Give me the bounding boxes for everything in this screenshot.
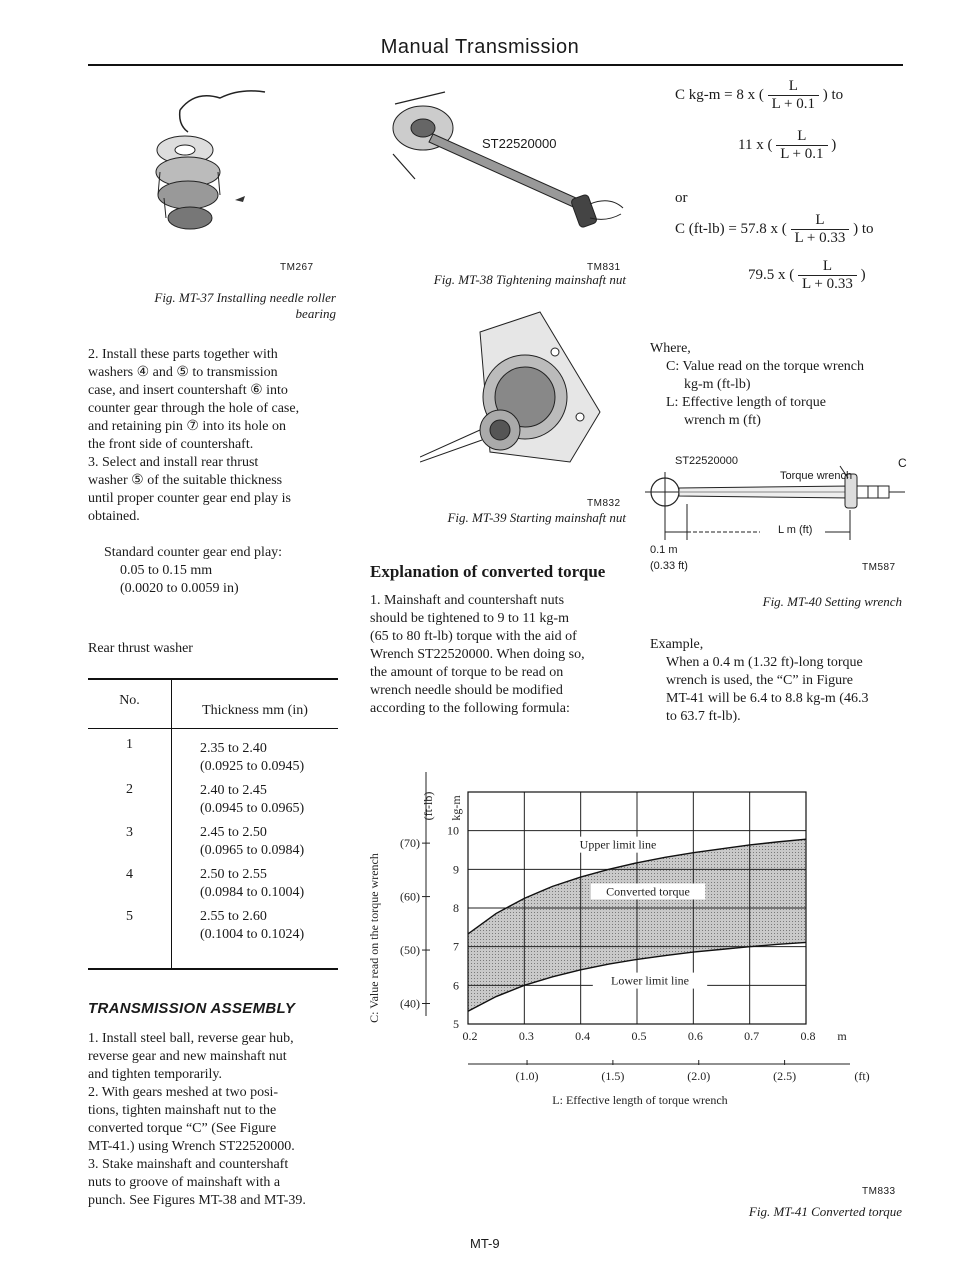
- x-tick-label-m: 0.8: [800, 1029, 816, 1043]
- y-tick-label-ftlb: (40): [400, 996, 420, 1011]
- y-tick-label-ftlb: (60): [400, 889, 420, 904]
- x-tick-label-ft: (1.5): [601, 1069, 625, 1083]
- y-tick-label-kgm: 7: [453, 939, 459, 954]
- example-paragraph: Example, When a 0.4 m (1.32 ft)-long torque wrench is used, the “C” in Figure MT-41 will be 6.4 to 8.8 kg-m (46.3 to 63.7 ft-lb).: [650, 637, 869, 724]
- x-tick-label-m: 0.2: [462, 1029, 478, 1043]
- x-unit-m: m: [837, 1029, 847, 1043]
- table-row-thickness: 2.55 to 2.60 (0.1004 to 0.1024): [200, 909, 305, 942]
- table-row-no: 4: [126, 867, 133, 882]
- x-tick-label-m: 0.5: [631, 1029, 647, 1043]
- formula-ftlb: C (ft-lb) = 57.8 x ( $\frac{L}{L + 0.33}$ ) to: [675, 212, 874, 246]
- formula-ftlb-upper: 79.5 x ( $\frac{L}{L + 0.33}$ ): [748, 258, 866, 292]
- y-axis-label: C: Value read on the torque wrench: [367, 853, 381, 1023]
- fig-mt40-caption: Fig. MT-40 Setting wrench: [762, 594, 902, 609]
- fig-mt40-c-label: C: [898, 456, 907, 470]
- fig-mt40-dim-ft: (0.33 ft): [650, 560, 688, 572]
- formula-kgm: C kg-m = 8 x ( $\frac{L}{L + 0.1}$ ) to: [675, 78, 844, 112]
- fraction: $\frac{L}{L + 0.33}$: [791, 212, 850, 247]
- formula-or: or: [675, 190, 688, 206]
- table-row-thickness: 2.50 to 2.55 (0.0984 to 0.1004): [200, 867, 305, 900]
- y-tick-label-ftlb: (50): [400, 943, 420, 958]
- x-axis-label: L: Effective length of torque wrench: [552, 1093, 728, 1107]
- x-tick-label-m: 0.3: [518, 1029, 534, 1043]
- x-tick-label-m: 0.7: [744, 1029, 760, 1043]
- converted-torque-annotation: Converted torque: [606, 884, 690, 899]
- y-tick-label-ftlb: (70): [400, 836, 420, 851]
- x-tick-label-m: 0.6: [687, 1029, 703, 1043]
- x-unit-ft: (ft): [854, 1069, 870, 1083]
- fig-mt40-code: TM587: [862, 562, 896, 573]
- col-header-no: No.: [119, 693, 140, 708]
- fraction: $\frac{L}{L + 0.33}$: [798, 258, 857, 293]
- page-number: MT-9: [470, 1236, 500, 1251]
- y-tick-label-kgm: 9: [453, 862, 459, 877]
- fig-mt40-dim-m: 0.1 m: [650, 544, 678, 556]
- explanation-paragraph: 1. Mainshaft and countershaft nuts should be tightened to 9 to 11 kg-m (65 to 80 ft-lb) torque with the aid of Wrench ST22520000. When doing so, the amount of torque to be read on wrench needle should be modified according to the following formula:: [370, 593, 585, 716]
- assembly-heading: TRANSMISSION ASSEMBLY: [88, 1000, 296, 1017]
- step-3-paragraph: 3. Select and install rear thrust washer ⑤ of the suitable thickness until proper counter gear end play is obtained.: [88, 455, 291, 524]
- where-definitions: Where, C: Value read on the torque wrench kg-m (ft-lb) L: Effective length of torque wrench m (ft): [650, 341, 865, 428]
- fig-mt41-code: TM833: [862, 1186, 896, 1197]
- step-2-paragraph: 2. Install these parts together with washers ④ and ⑤ to transmission case, and insert countershaft ⑥ into counter gear through the hole of case, and retaining pin ⑦ into its hole on the front side of countershaft.: [88, 347, 300, 452]
- x-tick-label-ft: (2.5): [773, 1069, 797, 1083]
- y-tick-label-kgm: 10: [447, 823, 459, 838]
- y-tick-label-kgm: 6: [453, 978, 459, 993]
- page-title: Manual Transmission: [380, 36, 580, 58]
- thrust-table-title: Rear thrust washer: [88, 641, 193, 656]
- upper-limit-annotation: Upper limit line: [579, 837, 657, 852]
- x-tick-label-m: 0.4: [575, 1029, 591, 1043]
- table-row-thickness: 2.40 to 2.45 (0.0945 to 0.0965): [200, 783, 305, 816]
- fig-mt38-tool-label: ST22520000: [482, 136, 557, 151]
- x-tick-label-ft: (2.0): [687, 1069, 711, 1083]
- x-tick-label-ft: (1.0): [515, 1069, 539, 1083]
- lower-limit-annotation: Lower limit line: [611, 973, 689, 988]
- table-row-no: 1: [126, 737, 133, 752]
- fig-mt40-length-label: L m (ft): [775, 524, 815, 536]
- y-unit-ftlb: (ft-lb): [421, 791, 435, 821]
- formula-kgm-upper: 11 x ( $\frac{L}{L + 0.1}$ ): [738, 128, 837, 162]
- fig-mt39-code: TM832: [587, 498, 621, 509]
- fig-mt40-wrench-label: Torque wrench: [780, 470, 853, 482]
- y-unit-kgm: kg-m: [449, 795, 463, 821]
- table-row-no: 3: [126, 825, 133, 840]
- fig-mt37-code: TM267: [280, 262, 314, 273]
- explanation-heading: Explanation of converted torque: [370, 562, 606, 581]
- fig-mt39-caption: Fig. MT-39 Starting mainshaft nut: [447, 510, 626, 525]
- fig-mt41-caption: Fig. MT-41 Converted torque: [748, 1204, 902, 1219]
- table-row-thickness: 2.35 to 2.40 (0.0925 to 0.0945): [200, 741, 305, 774]
- fig-mt38-code: TM831: [587, 262, 621, 273]
- table-row-thickness: 2.45 to 2.50 (0.0965 to 0.0984): [200, 825, 305, 858]
- table-row-no: 5: [126, 909, 133, 924]
- fig-mt38-caption: Fig. MT-38 Tightening mainshaft nut: [433, 272, 626, 287]
- fraction: $\frac{L}{L + 0.1}$: [776, 128, 827, 163]
- fraction: $\frac{L}{L + 0.1}$: [768, 78, 819, 113]
- y-tick-label-kgm: 8: [453, 901, 459, 915]
- y-tick-label-kgm: 5: [453, 1017, 459, 1031]
- table-row-no: 2: [126, 782, 133, 797]
- fig-mt37-caption: Fig. MT-37 Installing needle roller bearing: [154, 290, 336, 321]
- col-header-thickness: Thickness mm (in): [202, 703, 308, 718]
- assembly-paragraph: 1. Install steel ball, reverse gear hub, reverse gear and new mainshaft nut and tighten temporarily. 2. With gears meshed at two posi- tions, tighten mainshaft nut to the converted torque “C” (See Figure MT-41.) using Wrench ST22520000. 3. Stake mainshaft and countershaft nuts to groove of mainshaft with a punch. See Figures MT-38 and MT-39.: [88, 1031, 306, 1208]
- end-play-spec: Standard counter gear end play: 0.05 to 0.15 mm (0.0020 to 0.0059 in): [104, 545, 283, 596]
- fig-mt40-tool-label: ST22520000: [675, 455, 738, 467]
